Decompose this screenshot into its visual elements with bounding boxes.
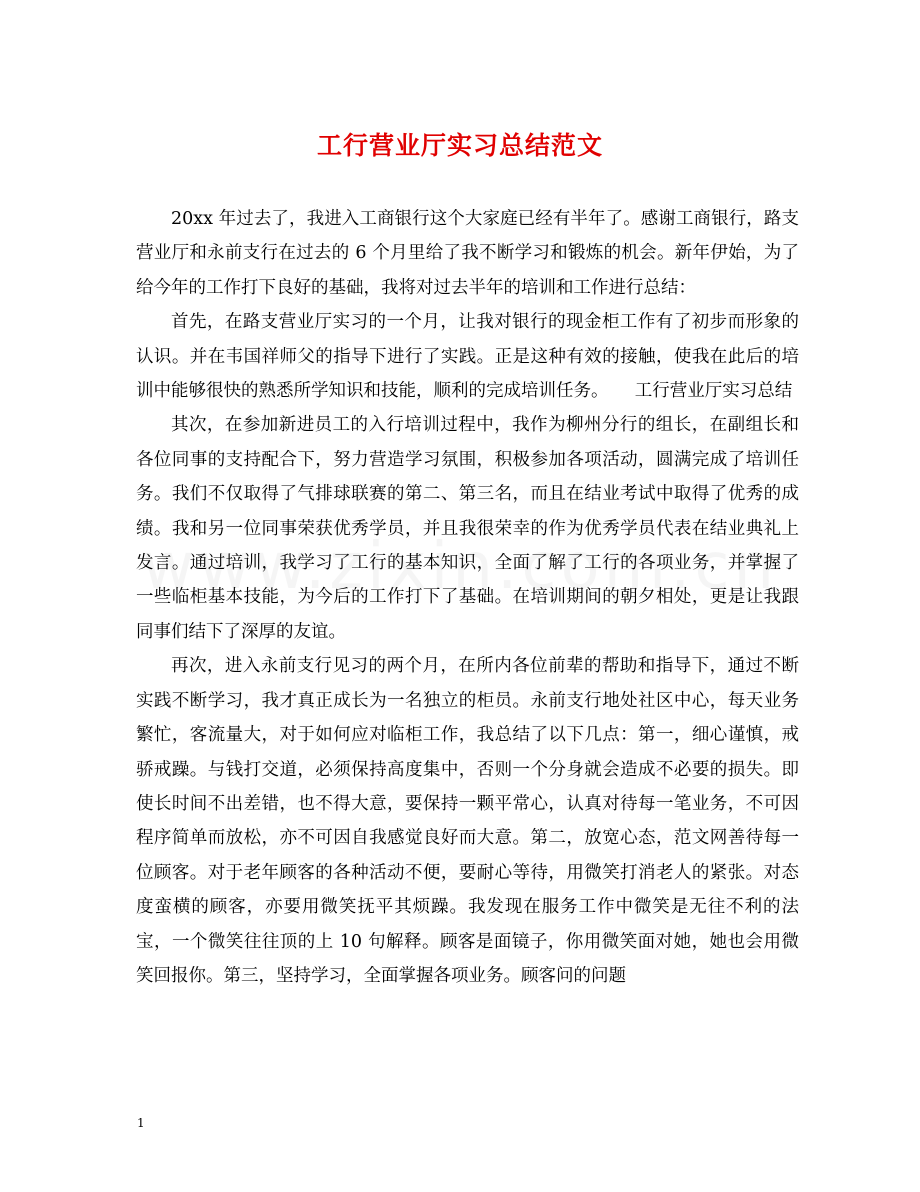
paragraph-4: 再次，进入永前支行见习的两个月，在所内各位前辈的帮助和指导下，通过不断实践不断学习，我才真正成长为一名独立的柜员。永前支行地处社区中心，每天业务繁忙，客流量大，对于如何应对临柜工作，我总结了以下几点：第一，细心谨慎，戒骄戒躁。与钱打交道，必须保持高度集中，否则一个分身就会造成不必要的损失。即使长时间不出差错，也不得大意，要保持一颗平常心，认真对待每一笔业务，不可因程序简单而放松，亦不可因自我感觉良好而大意。第二，放宽心态，范文网善待每一位顾客。对于老年顾客的各种活动不便，要耐心等待，用微笑打消老人的紧张。对态度蛮横的顾客，亦要用微笑抚平其烦躁。我发现在服务工作中微笑是无往不利的法宝，一个微笑往往顶的上 10 句解释。顾客是面镜子，你用微笑面对她，她也会用微笑回报你。第三，坚持学习，全面掌握各项业务。顾客问的问题 [136, 656, 799, 986]
document-title: 工行营业厅实习总结范文 [316, 131, 603, 160]
paragraph-3: 其次，在参加新进员工的入行培训过程中，我作为柳州分行的组长，在副组长和各位同事的支持配合下，努力营造学习氛围，积极参加各项活动，圆满完成了培训任务。我们不仅取得了气排球联赛的第二、第三名，而且在结业考试中取得了优秀的成绩。我和另一位同事荣获优秀学员，并且我很荣幸的作为优秀学员代表在结业典礼上发言。通过培训，我学习了工行的基本知识，全面了解了工行的各项业务，并掌握了一些临柜基本技能，为今后的工作打下了基础。在培训期间的朝夕相处，更是让我跟同事们结下了深厚的友谊。 [136, 415, 799, 642]
page-number: 1 [137, 1116, 145, 1130]
paragraph-2: 首先，在路支营业厅实习的一个月，让我对银行的现金柜工作有了初步而形象的认识。并在韦国祥师父的指导下进行了实践。正是这种有效的接触，使我在此后的培训中能够很快的熟悉所学知识和技能，顺利的完成培训任务。 工行营业厅实习总结 [136, 312, 799, 402]
document-body [136, 202, 799, 993]
paragraph-1: 20xx 年过去了，我进入工商银行这个大家庭已经有半年了。感谢工商银行，路支营业厅和永前支行在过去的 6 个月里给了我不断学习和锻炼的机会。新年伊始，为了给今年的工作打下良好的基础，我将对过去半年的培训和工作进行总结： [136, 209, 799, 298]
